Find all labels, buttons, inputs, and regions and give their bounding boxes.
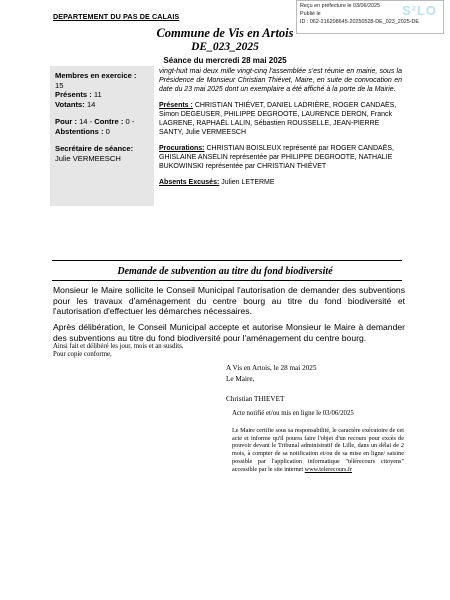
presents-label: Présents :: [55, 90, 92, 99]
signature-name: Christian THIEVET: [226, 395, 285, 403]
absents-label: Absents Excusés:: [159, 179, 220, 186]
contre-value: 0: [125, 117, 130, 126]
presents-list: CHRISTIAN THIÉVET, DANIEL LADRIÈRE, ROGER CANDAËS, Simon DEGEUSER, PHILIPPE DEGROOTE, LAURENCE DERON, Franck LAGRENE, RAPHAËL LALIN, Sébastien ROUSSELLE, JEAN-PIERRE SANTY, Julie VERMEESCH: [159, 102, 397, 136]
absents-list: Julien LETERME: [221, 179, 275, 186]
closing-line-2: Pour copie conforme,: [53, 351, 112, 358]
closing-line-1: Ainsi fait et délibéré les jour, mois et an susdits.: [53, 343, 184, 350]
deliberation-subject: Demande de subvention au titre du fond biodiversité: [117, 266, 333, 277]
certification-text: Le Maire certifie sous sa responsabilité, le caractère exécutoire de cet acte et informe qu'il pourra faire l'objet d'un recours pour excès de pouvoir devant le Tribunal administratif de Lille, dans un délai de 2 mois, à compter de sa notification et/ou de sa mise en ligne/ saisine possible par l'application informatique "télérecours citoyens" accessible par le site internet: [232, 427, 404, 473]
session-details: [159, 67, 402, 187]
stamp-received-date: Reçu en préfecture le 03/06/2025: [300, 3, 381, 9]
membres-value: 15: [55, 80, 64, 90]
subject-rule-top: [52, 260, 402, 261]
stamp-id: ID : 062-216208645-20250528-DE_023_2025-DE: [300, 19, 419, 25]
abstentions-value: 0: [105, 126, 110, 136]
vote-summary-panel: Membres en exercice : 15 Présents : 11 Votants: 14 Pour : 14 - Contre : 0 - Abstentions : 0 Secrétaire de séance: Julie VERMEESCH: [50, 66, 154, 206]
body-paragraph-2: Après délibération, le Conseil Municipal accepte et autorise Monsieur le Maire à demander des subventions au titre du fond biodiversité pour l'aménagement du centre bourg.: [53, 322, 405, 343]
presents-value: 11: [93, 90, 102, 99]
department-header: DEPARTEMENT DU PAS DE CALAIS: [53, 12, 180, 21]
pour-label: Pour :: [55, 117, 77, 126]
subject-rule-bottom: [52, 280, 402, 281]
presents-list-label: Présents :: [159, 102, 193, 109]
signature-place-date: A Vis en Artois, le 28 mai 2025: [226, 364, 317, 372]
membres-label: Membres en exercice :: [55, 71, 137, 80]
abstentions-label: Abstentions :: [55, 126, 104, 136]
votants-label: Votants:: [55, 99, 85, 109]
commune-title: Commune de Vis en Artois: [156, 26, 294, 40]
telerecours-link[interactable]: www.telerecours.fr: [304, 465, 353, 473]
procurations-list: CHRISTIAN BOISLEUX représenté par ROGER CANDAËS, GHISLAINE ANSELIN représentée par PHILIPPE DEGROOTE, NATHALIE BUKOWINSKI représentée par CHRISTIAN THIÉVET: [159, 145, 394, 170]
s2lo-logo: S²LO: [401, 3, 437, 18]
notification-date: Acte notifié et/ou mis en ligne le 03/06/2025: [232, 410, 354, 417]
contre-label: Contre :: [94, 117, 124, 126]
stamp-published: Publié le: [300, 11, 321, 17]
certification-notice: [232, 427, 404, 473]
procurations-label: Procurations:: [159, 145, 205, 152]
session-date: Séance du mercredi 28 mai 2025: [163, 56, 287, 65]
deliberation-reference: DE_023_2025: [191, 41, 259, 53]
votants-value: 14: [86, 99, 96, 109]
body-paragraph-1: Monsieur le Maire sollicite le Conseil Municipal l'autorisation de demander des subventions pour les travaux d'aménagement du centre bourg au titre du fond biodiversité et l'autorisation d'effectuer les démarches nécessaires.: [53, 285, 405, 316]
secretaire-value: Julie VERMEESCH: [55, 153, 121, 163]
secretaire-label: Secrétaire de séance:: [55, 144, 134, 153]
signature-role: Le Maire,: [226, 375, 255, 383]
session-intro: vingt-huit mai deux mille vingt-cinq l'assemblée s'est réunie en mairie, sous la Présidence de Monsieur Christian Thiévet, Maire, en suite de convocation en date du 23 mai 2025 dont un exemplaire a été affiché à la porte de la Mairie.: [159, 68, 402, 93]
pour-value: 14: [79, 117, 88, 126]
